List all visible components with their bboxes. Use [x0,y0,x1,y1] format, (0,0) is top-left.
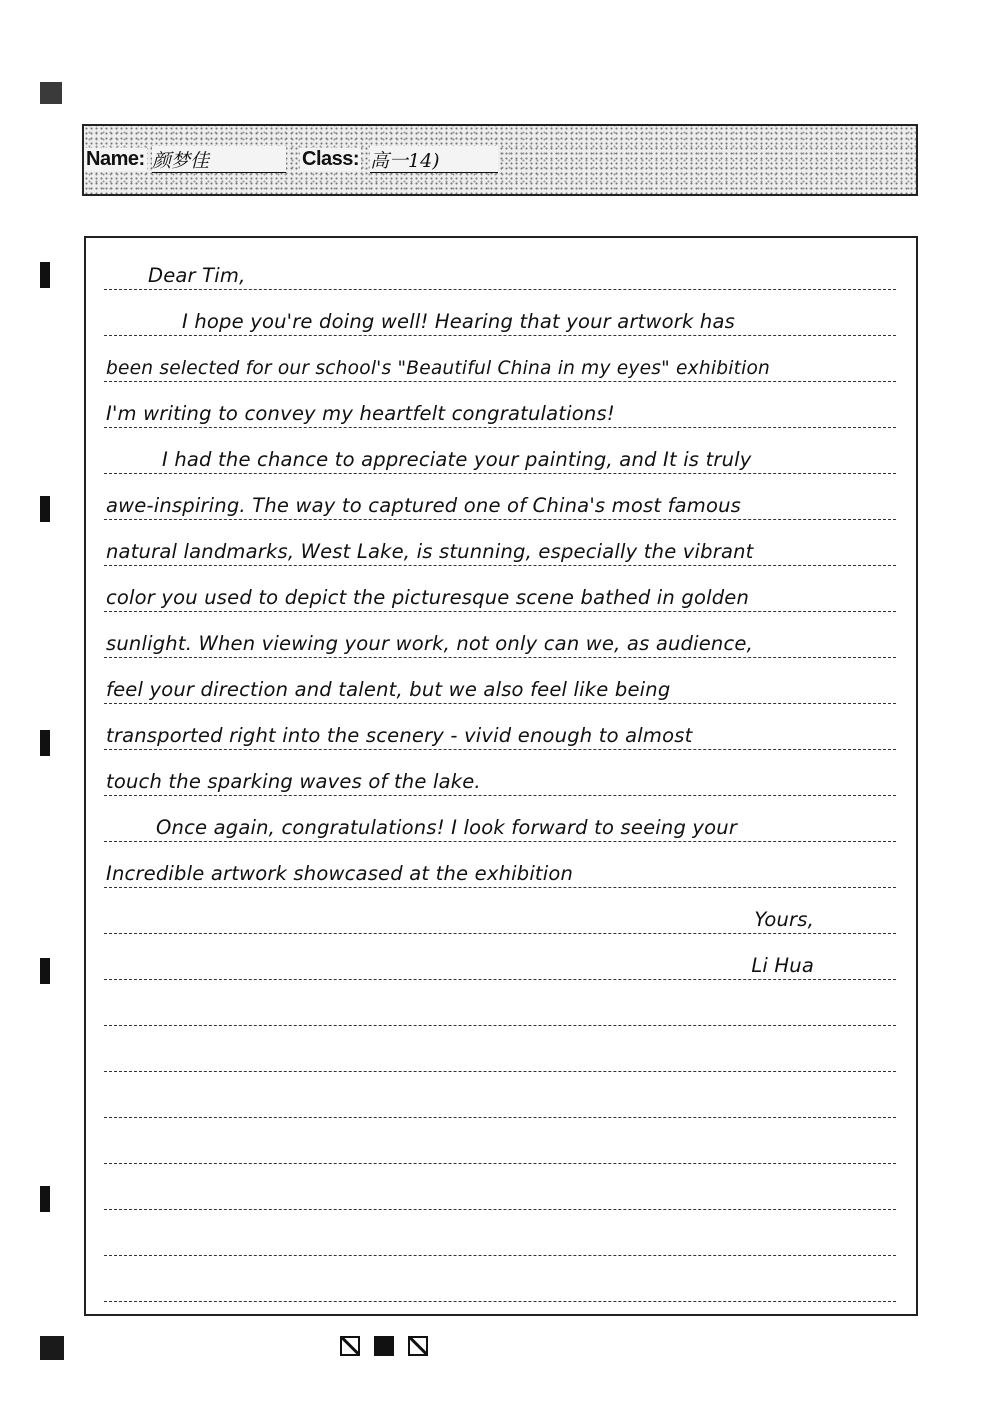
signature: Li Hua [751,954,814,977]
letter-line: been selected for our school's "Beautiful China in my eyes" exhibition [106,358,771,379]
letter-line: Dear Tim, [148,264,246,287]
timing-mark [40,1186,50,1212]
letter-line: I hope you're doing well! Hearing that your artwork has [182,310,735,333]
ruled-line [104,1258,896,1302]
letter-line: natural landmarks, West Lake, is stunning, especially the vibrant [106,540,754,563]
ruled-line [104,706,896,750]
class-label: Class: [302,148,360,170]
name-label: Name: [86,148,145,170]
page-marker-crossed-box [340,1336,360,1356]
ruled-line [104,292,896,336]
timing-mark [40,958,50,984]
ruled-line [104,844,896,888]
name-field[interactable]: 颜梦佳 [152,146,286,173]
ruled-line [104,1212,896,1256]
letter-line: I'm writing to convey my heartfelt congratulations! [106,402,615,425]
ruled-line [104,936,896,980]
timing-mark [40,262,50,288]
page-marker-crossed-box [408,1336,428,1356]
ruled-line [104,614,896,658]
ruled-line [104,338,896,382]
ruled-line [104,890,896,934]
letter-line: feel your direction and talent, but we also feel like being [106,678,671,701]
ruled-line [104,246,896,290]
ruled-line [104,982,896,1026]
page-marker-filled-box [374,1336,394,1356]
letter-line: awe-inspiring. The way to captured one of China's most famous [106,494,742,517]
ruled-line [104,660,896,704]
corner-mark-bottom [40,1336,64,1360]
corner-mark-top [40,82,62,104]
ruled-line [104,476,896,520]
letter-line: Incredible artwork showcased at the exhibition [106,862,574,885]
letter-line: I had the chance to appreciate your painting, and It is truly [162,448,752,471]
ruled-line [104,752,896,796]
timing-mark [40,730,50,756]
letter-line: color you used to depict the picturesque scene bathed in golden [106,586,750,609]
ruled-line [104,1074,896,1118]
letter-line: transported right into the scenery - vivid enough to almost [106,724,693,747]
ruled-line [104,1028,896,1072]
ruled-line [104,1120,896,1164]
class-field[interactable]: 高一14) [370,146,498,173]
letter-line: touch the sparking waves of the lake. [106,770,481,793]
ruled-line [104,1166,896,1210]
ruled-line [104,384,896,428]
closing: Yours, [754,908,814,931]
letter-line: Once again, congratulations! I look forward to seeing your [156,816,738,839]
ruled-line [104,522,896,566]
ruled-line [104,430,896,474]
ruled-line [104,568,896,612]
letter-line: sunlight. When viewing your work, not only can we, as audience, [106,632,754,655]
timing-mark [40,496,50,522]
ruled-line [104,798,896,842]
